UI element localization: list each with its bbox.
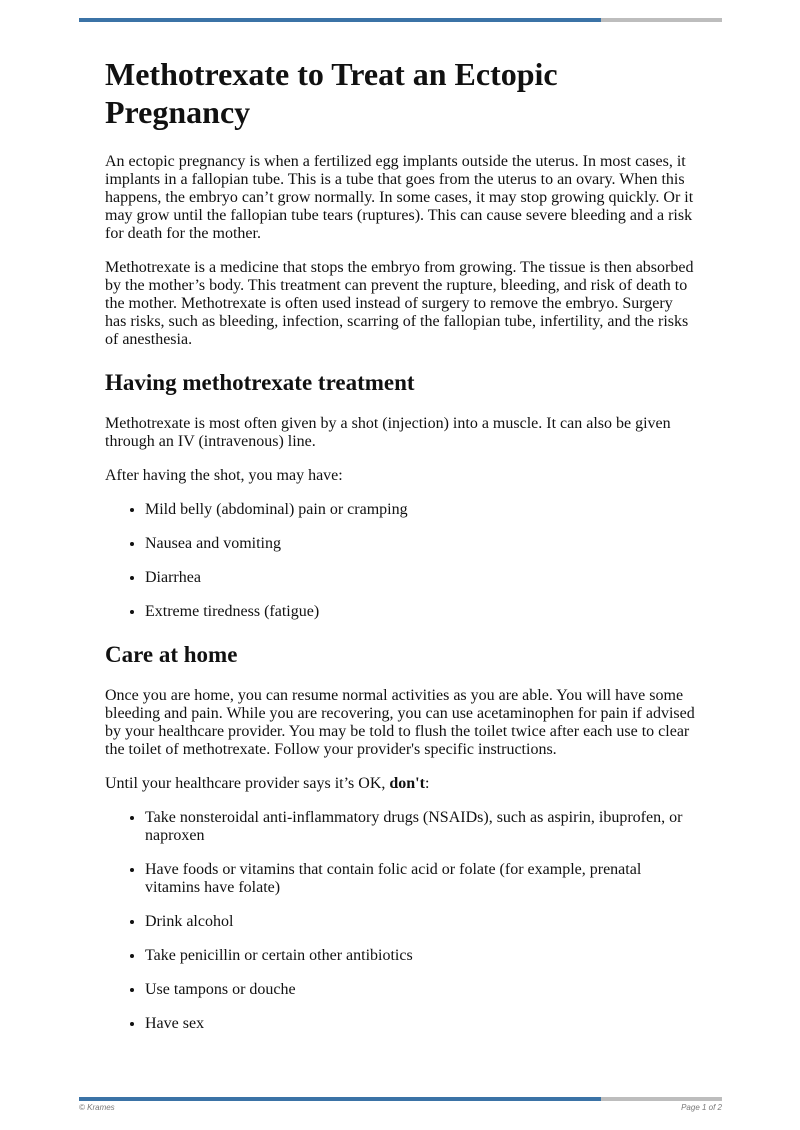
- copyright: © Krames: [79, 1103, 115, 1112]
- intro-paragraph-2: Methotrexate is a medicine that stops the embryo from growing. The tissue is then absorbed by the mother’s body. This treatment can prevent the rupture, bleeding, and risk of death to the mother. Methotrexate is often used instead of surgery to remove the embryo. Surgery has risks, such as bleeding, infection, scarring of the fallopian tube, infertility, and the risks of anesthesia.: [105, 259, 694, 348]
- list-item: • Drink alcohol: [145, 913, 695, 931]
- page-footer: [79, 1103, 722, 1112]
- bottom-divider-gray: [601, 1097, 722, 1101]
- list-item: • Take penicillin or certain other antibiotics: [145, 947, 695, 965]
- treatment-paragraph-2: After having the shot, you may have:: [105, 467, 343, 484]
- page-number: Page 1 of 2: [681, 1103, 722, 1112]
- bottom-divider-accent: [79, 1097, 601, 1101]
- top-divider-accent: [79, 18, 601, 22]
- home-care-paragraph-1: Once you are home, you can resume normal activities as you are able. You will have some bleeding and pain. While you are recovering, you can use acetaminophen for pain if advised by your healthcare provider. You may be told to flush the toilet twice after each use to clear the toilet of methotrexate. Follow your provider's specific instructions.: [105, 687, 695, 758]
- page-title: Methotrexate to Treat an Ectopic Pregnancy: [105, 56, 558, 130]
- list-item: • Use tampons or douche: [145, 981, 695, 999]
- list-item: • Take nonsteroidal anti-inflammatory drugs (NSAIDs), such as aspirin, ibuprofen, or naproxen: [145, 809, 695, 845]
- top-divider-gray: [601, 18, 722, 22]
- home-care-heading: Care at home: [105, 642, 238, 667]
- list-item: • Have sex: [145, 1015, 695, 1033]
- list-item: • Have foods or vitamins that contain folic acid or folate (for example, prenatal vitamins have folate): [145, 861, 695, 897]
- home-care-prefix: Until your healthcare provider says it’s OK,: [105, 775, 390, 792]
- list-item: • Extreme tiredness (fatigue): [145, 603, 695, 621]
- home-care-suffix: :: [424, 775, 430, 792]
- list-item: • Mild belly (abdominal) pain or cramping: [145, 501, 695, 519]
- side-effects-list: [105, 501, 695, 621]
- bottom-divider: [79, 1097, 722, 1101]
- intro-paragraph-1: An ectopic pregnancy is when a fertilized egg implants outside the uterus. In most cases, it implants in a fallopian tube. This is a tube that goes from the uterus to an ovary. When this happens, the embryo can’t grow normally. In some cases, it may stop growing quickly. Or it may grow until the fallopian tube tears (ruptures). This can cause severe bleeding and a risk for death for the mother.: [105, 153, 694, 242]
- list-item: • Diarrhea: [145, 569, 695, 587]
- treatment-heading: Having methotrexate treatment: [105, 370, 415, 395]
- list-item: • Nausea and vomiting: [145, 535, 695, 553]
- home-care-emphasis: don't: [389, 775, 425, 792]
- document-body: [105, 55, 695, 1049]
- restrictions-list: [105, 809, 695, 1033]
- top-divider: [79, 18, 722, 22]
- home-care-paragraph-2: [105, 775, 695, 793]
- treatment-paragraph-1: Methotrexate is most often given by a shot (injection) into a muscle. It can also be given through an IV (intravenous) line.: [105, 415, 671, 450]
